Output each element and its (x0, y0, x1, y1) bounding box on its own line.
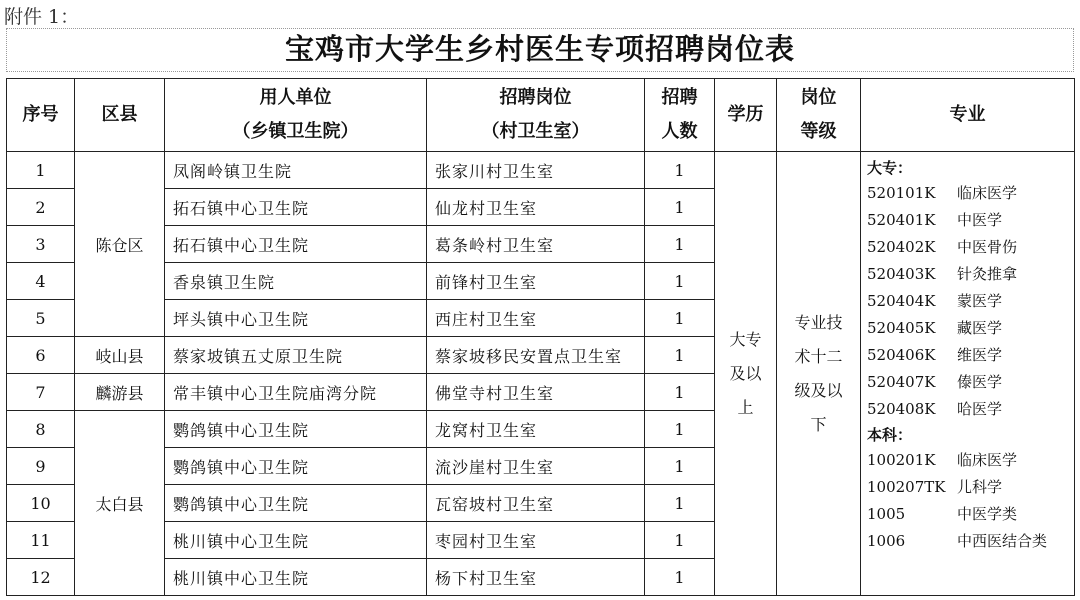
major-name: 针灸推拿 (957, 265, 1018, 283)
row-post: 前锋村卫生室 (427, 263, 645, 300)
major-name: 维医学 (957, 346, 1003, 364)
education-cell (715, 152, 777, 596)
header-post (427, 79, 645, 152)
major-name: 中医学 (957, 211, 1003, 229)
header-grade-line2: 等级 (800, 121, 837, 142)
header-grade-line1: 岗位 (800, 87, 837, 108)
header-count (645, 79, 715, 152)
row-seq: 2 (7, 189, 75, 226)
major-name: 临床医学 (957, 184, 1018, 202)
major-cell (861, 152, 1075, 596)
major-item (867, 261, 1074, 288)
major-item (867, 501, 1074, 528)
row-count: 1 (645, 226, 715, 263)
major-item (867, 369, 1074, 396)
row-seq: 11 (7, 522, 75, 559)
major-code: 1006 (867, 532, 906, 550)
grade-cell (777, 152, 861, 596)
grade-line3: 级及以 (794, 380, 843, 400)
major-item (867, 342, 1074, 369)
header-major: 专业 (861, 79, 1075, 152)
row-seq: 10 (7, 485, 75, 522)
header-county: 区县 (75, 79, 165, 152)
major-item (867, 474, 1074, 501)
major-name: 临床医学 (957, 451, 1018, 469)
row-count: 1 (645, 448, 715, 485)
header-grade (777, 79, 861, 152)
row-seq: 1 (7, 152, 75, 189)
major-item (867, 207, 1074, 234)
row-unit: 蔡家坡镇五丈原卫生院 (165, 337, 427, 374)
row-unit: 坪头镇中心卫生院 (165, 300, 427, 337)
county-cell: 陈仓区 (75, 152, 165, 337)
header-unit-line2: （乡镇卫生院） (232, 121, 359, 142)
major-code: 520405K (867, 319, 936, 337)
row-post: 枣园村卫生室 (427, 522, 645, 559)
header-row (7, 79, 1075, 152)
row-unit: 拓石镇中心卫生院 (165, 189, 427, 226)
education-line2: 及以 (729, 363, 762, 383)
header-count-line2: 人数 (661, 121, 698, 142)
row-unit: 香泉镇卫生院 (165, 263, 427, 300)
row-count: 1 (645, 485, 715, 522)
major-junior-college-heading: 大专： (867, 159, 913, 177)
row-post: 龙窝村卫生室 (427, 411, 645, 448)
major-code: 520403K (867, 265, 936, 283)
header-unit (165, 79, 427, 152)
county-cell: 太白县 (75, 411, 165, 596)
header-education: 学历 (715, 79, 777, 152)
major-item (867, 396, 1074, 423)
table-row (7, 152, 1075, 189)
row-count: 1 (645, 559, 715, 596)
major-code: 520406K (867, 346, 936, 364)
row-post: 张家川村卫生室 (427, 152, 645, 189)
row-post: 瓦窑坡村卫生室 (427, 485, 645, 522)
row-seq: 3 (7, 226, 75, 263)
major-item (867, 447, 1074, 474)
row-seq: 9 (7, 448, 75, 485)
major-name: 中医骨伤 (957, 238, 1018, 256)
county-cell: 麟游县 (75, 374, 165, 411)
row-post: 流沙崖村卫生室 (427, 448, 645, 485)
major-name: 中西医结合类 (957, 532, 1048, 550)
major-code: 100207TK (867, 478, 946, 496)
row-post: 葛条岭村卫生室 (427, 226, 645, 263)
row-count: 1 (645, 522, 715, 559)
major-item (867, 288, 1074, 315)
major-name: 藏医学 (957, 319, 1003, 337)
major-name: 哈医学 (957, 400, 1003, 418)
major-code: 520407K (867, 373, 936, 391)
county-cell: 岐山县 (75, 337, 165, 374)
header-unit-line1: 用人单位 (259, 87, 332, 108)
row-unit: 鹦鸽镇中心卫生院 (165, 411, 427, 448)
row-post: 佛堂寺村卫生室 (427, 374, 645, 411)
row-count: 1 (645, 300, 715, 337)
row-unit: 凤阁岭镇卫生院 (165, 152, 427, 189)
row-seq: 8 (7, 411, 75, 448)
row-seq: 4 (7, 263, 75, 300)
major-code: 520402K (867, 238, 936, 256)
grade-line2: 术十二 (794, 346, 843, 366)
row-post: 杨下村卫生室 (427, 559, 645, 596)
header-seq: 序号 (7, 79, 75, 152)
major-item (867, 528, 1074, 555)
major-undergraduate-heading: 本科： (867, 426, 913, 444)
page-title: 宝鸡市大学生乡村医生专项招聘岗位表 (284, 32, 795, 66)
row-post: 仙龙村卫生室 (427, 189, 645, 226)
major-code: 520401K (867, 211, 936, 229)
row-count: 1 (645, 263, 715, 300)
header-post-line1: 招聘岗位 (499, 87, 572, 108)
education-line1: 大专 (729, 329, 762, 349)
header-post-line2: （村卫生室） (481, 121, 590, 142)
row-post: 西庄村卫生室 (427, 300, 645, 337)
major-code: 1005 (867, 505, 906, 523)
grade-line4: 下 (810, 414, 827, 434)
row-unit: 鹦鸽镇中心卫生院 (165, 448, 427, 485)
row-unit: 鹦鸽镇中心卫生院 (165, 485, 427, 522)
major-name: 傣医学 (957, 373, 1003, 391)
row-count: 1 (645, 374, 715, 411)
row-seq: 12 (7, 559, 75, 596)
row-unit: 常丰镇中心卫生院庙湾分院 (165, 374, 427, 411)
major-item (867, 315, 1074, 342)
row-unit: 桃川镇中心卫生院 (165, 559, 427, 596)
row-seq: 5 (7, 300, 75, 337)
row-unit: 桃川镇中心卫生院 (165, 522, 427, 559)
major-item (867, 180, 1074, 207)
major-code: 520101K (867, 184, 936, 202)
education-line3: 上 (737, 397, 754, 417)
recruitment-table (6, 78, 1075, 596)
major-code: 520404K (867, 292, 936, 310)
row-count: 1 (645, 189, 715, 226)
major-name: 中医学类 (957, 505, 1018, 523)
row-unit: 拓石镇中心卫生院 (165, 226, 427, 263)
attachment-label: 附件 1： (4, 6, 80, 28)
row-seq: 7 (7, 374, 75, 411)
major-code: 520408K (867, 400, 936, 418)
major-code: 100201K (867, 451, 936, 469)
major-name: 儿科学 (957, 478, 1003, 496)
major-item (867, 234, 1074, 261)
row-seq: 6 (7, 337, 75, 374)
row-count: 1 (645, 337, 715, 374)
header-count-line1: 招聘 (661, 87, 698, 108)
grade-line1: 专业技 (794, 312, 843, 332)
row-post: 蔡家坡移民安置点卫生室 (427, 337, 645, 374)
major-name: 蒙医学 (957, 292, 1003, 310)
row-count: 1 (645, 411, 715, 448)
row-count: 1 (645, 152, 715, 189)
